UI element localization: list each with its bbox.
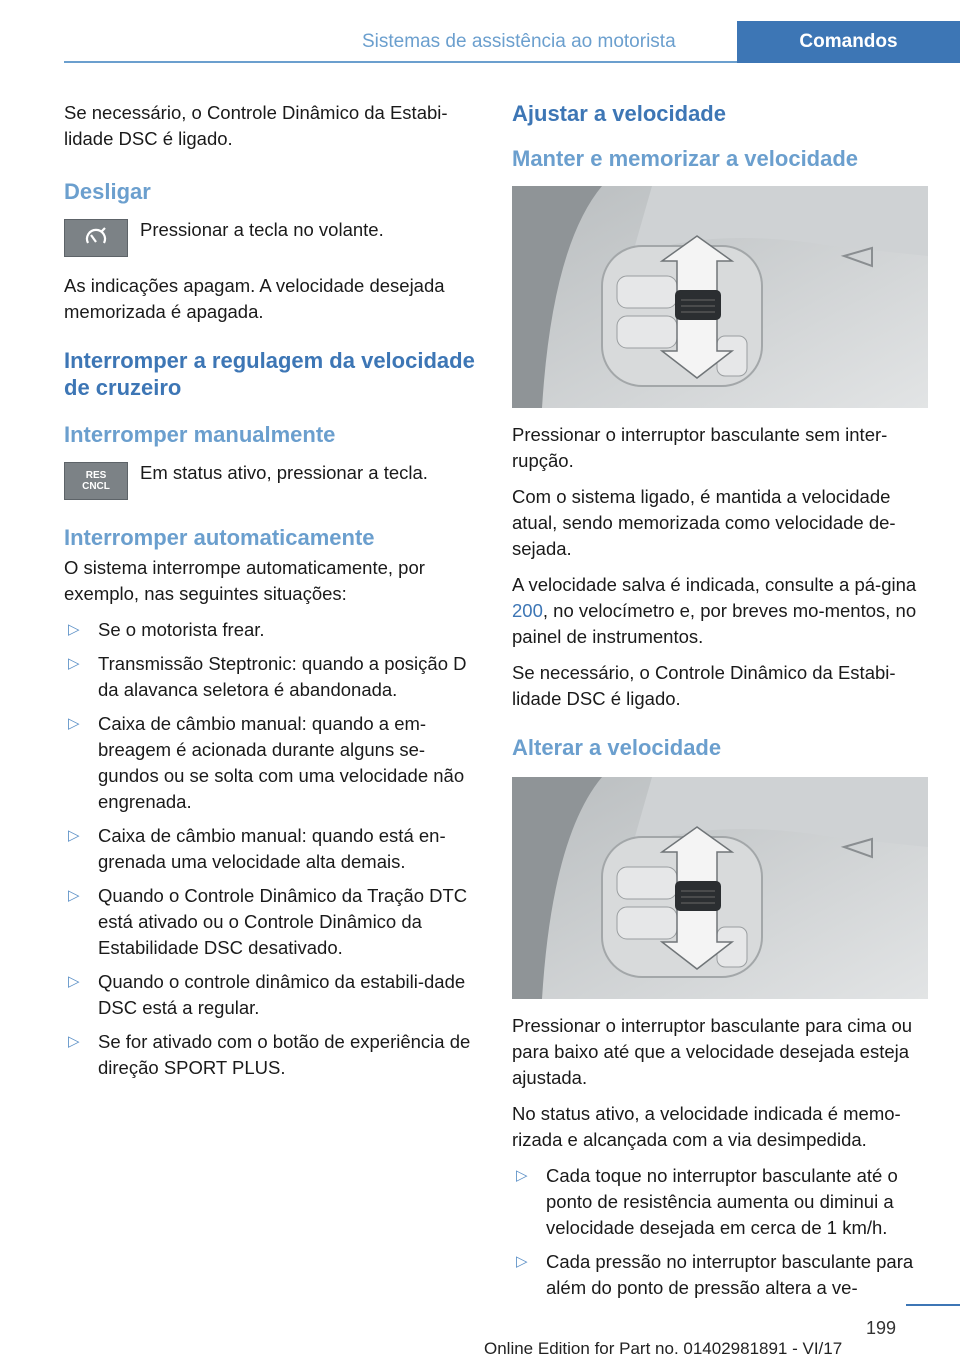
footer-edition: Online Edition for Part no. 01402981891 - VI/17 bbox=[484, 1339, 843, 1358]
manual-text: Em status ativo, pressionar a tecla. bbox=[140, 462, 428, 483]
interromper-heading: Interromper a regulagem da velocidade de cruzeiro bbox=[64, 348, 475, 400]
steering-switch-figure-1 bbox=[512, 186, 928, 408]
manter-p1: Pressionar o interruptor basculante sem inter-rupção. bbox=[512, 424, 888, 471]
res-cncl-icon: RES CNCL bbox=[64, 462, 128, 500]
manual-row bbox=[64, 460, 478, 500]
list-item: ▷ Caixa de câmbio manual: quando a em-breagem é acionada durante alguns se-gundos ou se solta com uma velocidade não engrenada. bbox=[68, 713, 465, 812]
cruise-control-off-icon bbox=[64, 219, 128, 257]
list-item: ▷ Caixa de câmbio manual: quando está en-grenada uma velocidade alta demais. bbox=[68, 825, 446, 872]
page-number: 199 bbox=[866, 1318, 897, 1338]
list-item: ▷ Cada pressão no interruptor basculante para além do ponto de pressão altera a ve- bbox=[516, 1251, 914, 1298]
triangle-right-icon: ▷ bbox=[68, 715, 80, 732]
manter-p2: Com o sistema ligado, é mantida a velocidade atual, sendo memorizada como velocidade de-sejada. bbox=[512, 486, 896, 559]
header-tab-comandos[interactable]: Comandos bbox=[737, 21, 960, 63]
steering-switch-figure-2 bbox=[512, 777, 928, 999]
header-section-title: Sistemas de assistência ao motorista bbox=[362, 31, 676, 52]
list-item: ▷ Se o motorista frear. bbox=[64, 617, 478, 643]
desligar-note: As indicações apagam. A velocidade desejada memorizada é apagada. bbox=[64, 275, 445, 322]
alterar-p2: No status ativo, a velocidade indicada é memo-rizada e alcançada com a via desimpedida. bbox=[512, 1103, 901, 1150]
intro-paragraph: Se necessário, o Controle Dinâmico da Estabi-lidade DSC é ligado. bbox=[64, 102, 448, 149]
desligar-text: Pressionar a tecla no volante. bbox=[140, 219, 384, 240]
ajustar-heading: Ajustar a velocidade bbox=[512, 101, 726, 126]
triangle-right-icon: ▷ bbox=[68, 887, 80, 904]
triangle-right-icon: ▷ bbox=[68, 621, 80, 638]
auto-list bbox=[64, 617, 478, 1081]
list-item: ▷ Quando o Controle Dinâmico da Tração DTC está ativado ou o Controle Dinâmico da Estabilidade DSC desativado. bbox=[68, 885, 468, 958]
list-item: ▷ Quando o controle dinâmico da estabili-dade DSC está a regular. bbox=[68, 971, 466, 1018]
triangle-right-icon: ▷ bbox=[68, 1033, 80, 1050]
desligar-heading: Desligar bbox=[64, 179, 151, 204]
triangle-right-icon: ▷ bbox=[68, 827, 80, 844]
left-column bbox=[64, 100, 478, 1089]
auto-intro: O sistema interrompe automaticamente, por exemplo, nas seguintes situações: bbox=[64, 557, 425, 604]
manter-p3: A velocidade salva é indicada, consulte a pá-gina 200, no velocímetro e, por breves mo-mentos, no painel de instrumentos. bbox=[512, 574, 917, 647]
alterar-list bbox=[512, 1163, 928, 1301]
alterar-p1: Pressionar o interruptor basculante para cima ou para baixo até que a velocidade desejada esteja ajustada. bbox=[512, 1015, 913, 1088]
triangle-right-icon: ▷ bbox=[516, 1253, 528, 1270]
manual-heading: Interromper manualmente bbox=[64, 422, 336, 447]
list-item: ▷ Transmissão Steptronic: quando a posição D da alavanca seletora é abandonada. bbox=[68, 653, 467, 700]
list-item: ▷ Se for ativado com o botão de experiência de direção SPORT PLUS. bbox=[68, 1031, 471, 1078]
manter-p4: Se necessário, o Controle Dinâmico da Estabi-lidade DSC é ligado. bbox=[512, 662, 896, 709]
list-item: ▷ Cada toque no interruptor basculante até o ponto de resistência aumenta ou diminui a velocidade desejada em cerca de 1 km/h. bbox=[516, 1165, 898, 1238]
auto-heading: Interromper automaticamente bbox=[64, 525, 375, 550]
triangle-right-icon: ▷ bbox=[68, 655, 80, 672]
right-column bbox=[512, 100, 928, 1309]
desligar-row bbox=[64, 217, 478, 257]
triangle-right-icon: ▷ bbox=[68, 973, 80, 990]
manter-heading: Manter e memorizar a velocidade bbox=[512, 146, 859, 171]
page-link[interactable]: 200 bbox=[512, 600, 543, 621]
triangle-right-icon: ▷ bbox=[516, 1167, 528, 1184]
alterar-heading: Alterar a velocidade bbox=[512, 735, 722, 760]
footer-rule bbox=[906, 1304, 960, 1306]
